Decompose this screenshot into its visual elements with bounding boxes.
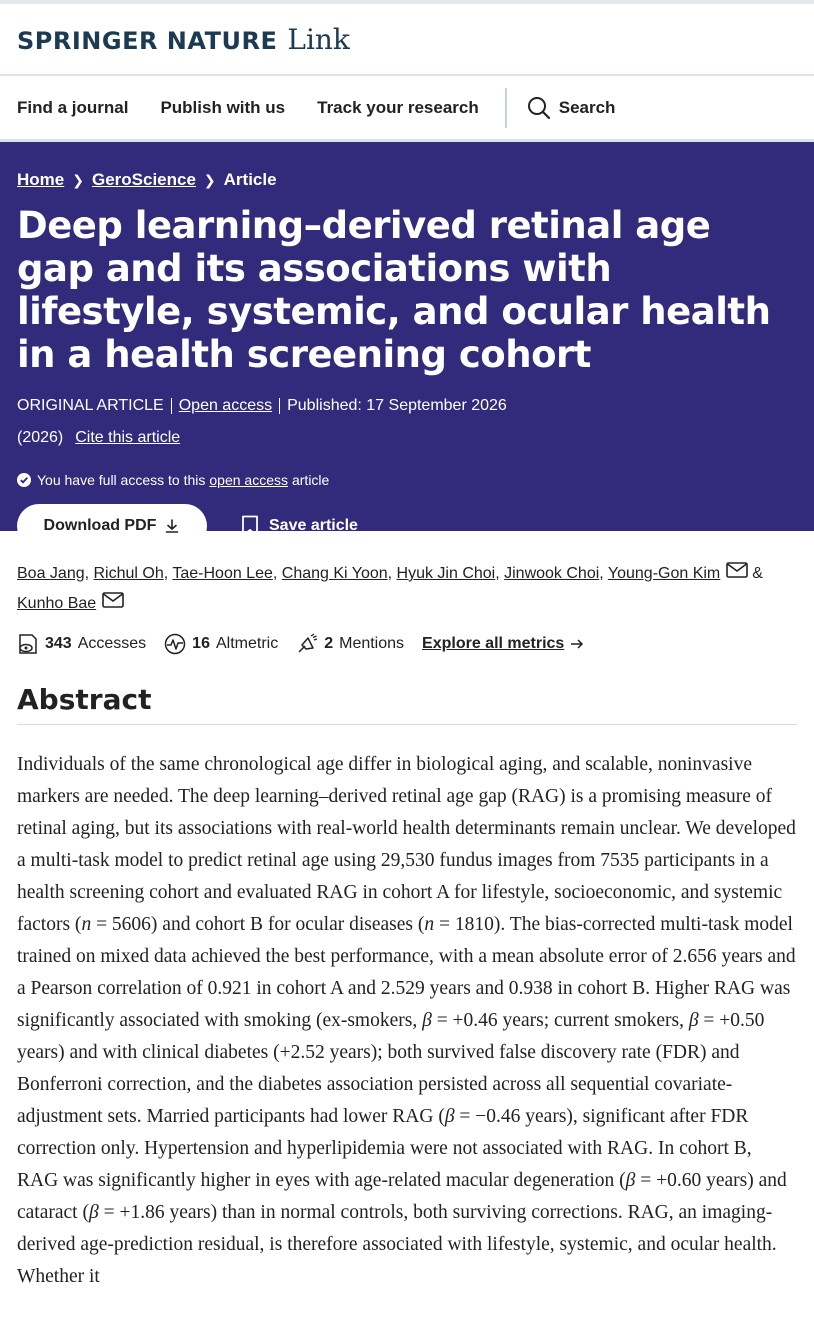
- explore-metrics-label: Explore all metrics: [422, 635, 565, 653]
- springer-nature-logo[interactable]: [17, 23, 350, 56]
- authors-ampersand: &: [752, 565, 763, 583]
- abstract-segment: Individuals of the same chronological age differ in biological aging, and scalable, noninvasive markers are needed. The deep learning–derived retinal age gap (RAG) is a promising measure of retinal aging, but its associations with real-world health determinants remain unclear. We developed a multi-task model to predict retinal age using 29,530 fundus images from 7535 participants in a health screening cohort and evaluated RAG in cohort A for lifestyle, socioeconomic, and systemic factors (: [17, 754, 796, 936]
- breadcrumb-current: Article: [223, 170, 277, 189]
- main-nav: [0, 76, 814, 142]
- author-link[interactable]: Young-Gon Kim: [607, 565, 721, 583]
- metric-mentions: [296, 633, 404, 655]
- cite-this-article-link[interactable]: Cite this article: [75, 429, 181, 446]
- author-link[interactable]: Chang Ki Yoon: [281, 565, 388, 583]
- article-year: (2026): [17, 429, 64, 446]
- article-title: Deep learning–derived retinal age gap and its associations with lifestyle, systemic, and ocular health in a health screening cohort: [17, 204, 771, 376]
- arrow-right-icon: [570, 638, 584, 650]
- brand-link-text: Link: [287, 22, 350, 56]
- abstract-text: [0, 725, 814, 1293]
- chevron-right-icon: ❯: [203, 171, 216, 188]
- mail-icon[interactable]: [102, 589, 124, 619]
- abstract-segment: = 1810). The bias-corrected multi-task model trained on mixed data achieved the best performance, with a mean absolute error of 2.656 years and a Pearson correlation of 0.921 in cohort A and 2.529 years and 0.938 in cohort B. Higher RAG was significantly associated with smoking (ex-smokers,: [17, 914, 796, 1032]
- open-access-link[interactable]: Open access: [178, 397, 273, 414]
- author-link[interactable]: Tae-Hoon Lee: [172, 565, 273, 583]
- download-pdf-label: Download PDF: [43, 517, 157, 534]
- abstract-heading: Abstract: [17, 683, 797, 725]
- search-label: Search: [558, 97, 616, 117]
- accesses-label: Accesses: [77, 635, 147, 653]
- altmetric-icon: [164, 633, 186, 655]
- article-metrics: [0, 619, 814, 655]
- meta-divider: [171, 398, 172, 414]
- bookmark-icon: [241, 515, 259, 537]
- eye-icon: [17, 633, 39, 655]
- author-link[interactable]: Jinwook Choi: [504, 565, 600, 583]
- meta-divider: [279, 398, 280, 414]
- altmetric-count: 16: [192, 635, 210, 653]
- nav-find-journal[interactable]: Find a journal: [17, 97, 129, 117]
- article-meta: [17, 390, 797, 454]
- author-link[interactable]: Richul Oh: [93, 565, 164, 583]
- abstract-italic: β: [625, 1170, 636, 1192]
- download-icon: [164, 518, 180, 534]
- metric-accesses: [17, 633, 146, 655]
- access-suffix: article: [291, 472, 330, 488]
- article-hero: [0, 142, 814, 534]
- access-prefix: You have full access to this: [37, 472, 206, 488]
- article-type: ORIGINAL ARTICLE: [17, 397, 164, 414]
- abstract-italic: β: [422, 1010, 432, 1032]
- abstract-italic: n: [424, 914, 435, 936]
- abstract-segment: = +0.60 years) and cataract (: [17, 1170, 787, 1224]
- megaphone-icon: [296, 633, 318, 655]
- nav-track-research[interactable]: Track your research: [317, 97, 479, 117]
- author-link[interactable]: Hyuk Jin Choi: [396, 565, 496, 583]
- access-open-access-link[interactable]: open access: [209, 472, 288, 488]
- author-link[interactable]: Boa Jang: [17, 565, 85, 583]
- altmetric-label: Altmetric: [215, 635, 279, 653]
- chevron-right-icon: ❯: [72, 171, 84, 188]
- explore-metrics-link[interactable]: [422, 635, 584, 653]
- mentions-count: 2: [324, 635, 334, 653]
- access-notice: [17, 472, 797, 488]
- author-list: Boa Jang, Richul Oh, Tae-Hoon Lee, Chang Ki Yoon, Hyuk Jin Choi, Jinwook Choi, Young-Gon Kim & Kunho Bae: [0, 531, 814, 619]
- abstract-segment: = +1.86 years) than in normal controls, both surviving corrections. RAG, an imaging-derived age-prediction residual, is therefore associated with lifestyle, systemic, and ocular health. Whether it: [17, 1202, 777, 1288]
- abstract-italic: β: [88, 1202, 99, 1224]
- mentions-label: Mentions: [339, 635, 405, 653]
- save-article-label: Save article: [269, 517, 358, 534]
- abstract-italic: β: [444, 1106, 455, 1128]
- abstract-segment: = +0.50 years) and with clinical diabetes (+2.52 years); both survived false discovery rate (FDR) and Bonferroni correction, and the diabetes association persisted across all sequential covariate-adjustment sets. Married participants had lower RAG (: [17, 1010, 765, 1128]
- published-date: Published: 17 September 2026: [287, 397, 507, 414]
- download-pdf-button[interactable]: [17, 504, 207, 548]
- nav-publish-with-us[interactable]: Publish with us: [160, 97, 286, 117]
- search-icon: [527, 96, 551, 120]
- nav-divider: [505, 88, 507, 128]
- brand-main-text: SPRINGER NATURE: [17, 26, 278, 55]
- abstract-segment: = 5606) and cohort B for ocular diseases (: [91, 914, 425, 936]
- brand-header: [0, 4, 814, 76]
- metric-altmetric: [164, 633, 278, 655]
- check-circle-icon: [17, 473, 31, 487]
- breadcrumb: [17, 170, 797, 190]
- abstract-segment: = +0.46 years; current smokers,: [431, 1010, 689, 1032]
- author-link[interactable]: Kunho Bae: [17, 595, 97, 613]
- breadcrumb-journal[interactable]: GeroScience: [91, 170, 196, 189]
- abstract-segment: = −0.46 years), significant after FDR correction only. Hypertension and hyperlipidemia were not associated with RAG. In cohort B, RAG was significantly higher in eyes with age-related macular degeneration (: [17, 1106, 752, 1192]
- breadcrumb-home[interactable]: Home: [17, 170, 65, 189]
- save-article-button[interactable]: [241, 515, 358, 537]
- abstract-italic: β: [688, 1010, 699, 1032]
- abstract-italic: n: [81, 914, 92, 936]
- mail-icon[interactable]: [726, 559, 748, 589]
- search-button[interactable]: [527, 96, 616, 120]
- accesses-count: 343: [45, 635, 72, 653]
